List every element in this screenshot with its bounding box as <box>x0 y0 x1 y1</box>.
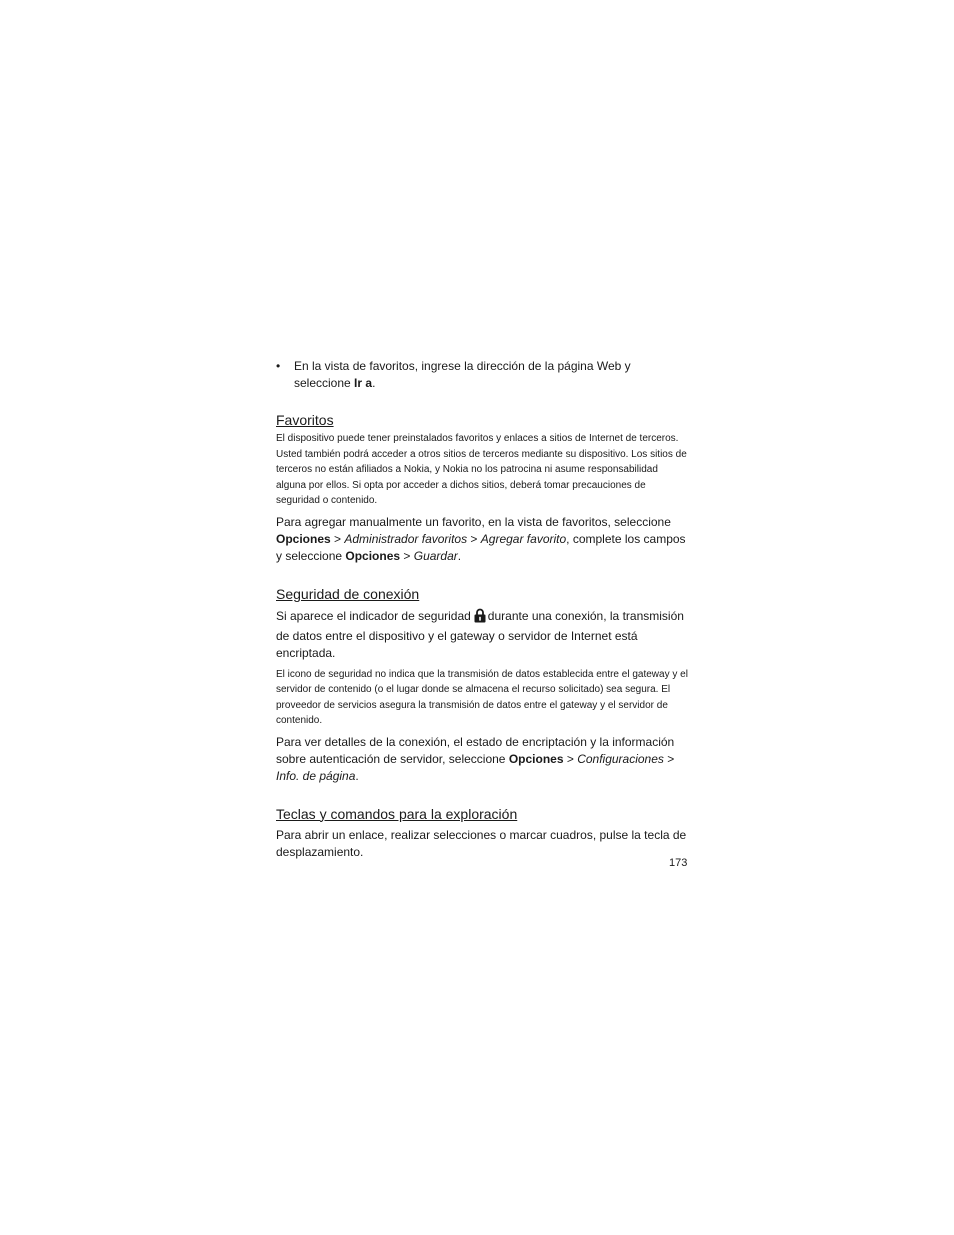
bullet-symbol: • <box>276 359 281 373</box>
favoritos-text-2: , complete los campos y seleccione <box>276 531 686 563</box>
teclas-paragraph: Para abrir un enlace, realizar selecciones o marcar cuadros, pulse la tecla de desplazamiento. <box>276 827 687 859</box>
bullet-text: En la vista de favoritos, ingrese la dirección de la página Web y seleccione <box>294 359 631 390</box>
heading-teclas: Teclas y comandos para la exploración <box>276 805 518 822</box>
page-number: 173 <box>669 857 688 869</box>
page-content <box>276 358 688 861</box>
favoritos-paragraph <box>276 514 688 565</box>
sep: > <box>330 531 345 546</box>
seguridad-note: El icono de seguridad no indica que la transmisión de datos establecida entre el gateway y el servidor de contenido (o el lugar donde se almacena el recurso solicitado) sea segura. El proveedor de servicios asegura la transmisión de datos entre el gateway y el servidor de contenido. <box>276 668 688 726</box>
menu-administrador-favoritos: Administrador favoritos <box>344 531 468 546</box>
bullet-item <box>276 358 688 392</box>
menu-opciones: Opciones <box>345 548 401 563</box>
menu-info-pagina: Info. de página <box>276 768 356 783</box>
period: . <box>457 548 462 563</box>
seguridad-text-1: Si aparece el indicador de seguridad <box>276 608 471 623</box>
sep: > <box>663 751 675 766</box>
heading-favoritos: Favoritos <box>276 412 334 428</box>
bullet-bold-label: Ir a <box>354 376 373 390</box>
padlock-icon <box>474 608 486 628</box>
seguridad-text-3: Para ver detalles de la conexión, el estado de encriptación y la información sobre autenticación de servidor, seleccione <box>276 734 675 766</box>
heading-seguridad: Seguridad de conexión <box>276 585 420 602</box>
menu-opciones: Opciones <box>276 531 331 546</box>
menu-configuraciones: Configuraciones <box>577 751 664 766</box>
favoritos-note: El dispositivo puede tener preinstalados favoritos y enlaces a sitios de Internet de terceros. Usted también podrá acceder a otros sitios de terceros mediante su dispositivo. Los sitios de terceros no están afiliados a Nokia, y Nokia no los patrocina ni asume responsabilidad alguna por ellos. Si opta por acceder a dichos sitios, deberá tomar precauciones de seguridad o contenido. <box>276 433 687 506</box>
sep: > <box>563 751 578 766</box>
sep: > <box>467 531 481 546</box>
seguridad-paragraph-1 <box>276 608 688 662</box>
period: . <box>355 768 359 783</box>
menu-agregar-favorito: Agregar favorito <box>480 531 567 546</box>
menu-guardar: Guardar <box>413 548 458 563</box>
seguridad-paragraph-2 <box>276 734 688 785</box>
menu-opciones: Opciones <box>508 751 564 766</box>
sep: > <box>400 548 414 563</box>
seguridad-text-2: durante una conexión, la transmisión de datos entre el dispositivo y el gateway o servidor de Internet está encriptada. <box>276 608 684 660</box>
bullet-period: . <box>372 376 376 390</box>
favoritos-text-1: Para agregar manualmente un favorito, en la vista de favoritos, seleccione <box>276 514 671 529</box>
